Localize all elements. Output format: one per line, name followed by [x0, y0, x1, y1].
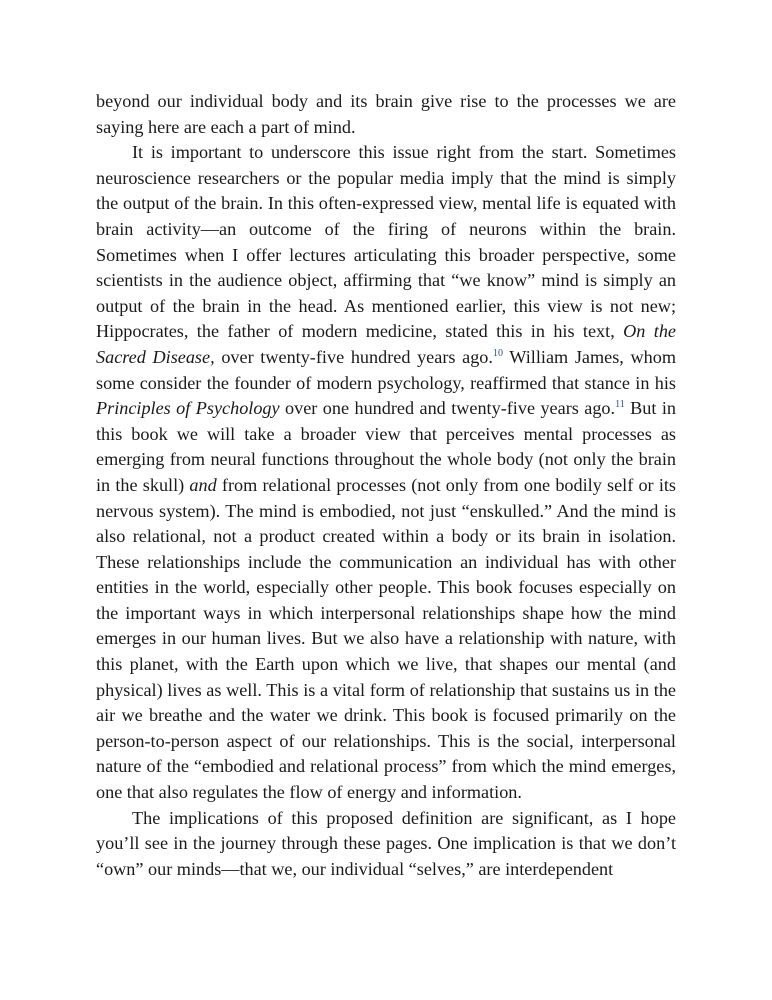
emphasis-italic: and	[189, 474, 217, 495]
book-title-italic: Principles of Psychology	[96, 398, 280, 419]
footnote-ref-10[interactable]: 10	[492, 347, 503, 359]
book-page-body	[96, 89, 676, 882]
paragraph-text: It is important to underscore this issue right from the start. Sometimes neuroscience researchers or the popular media imply that the mind is simply the output of the brain. In this often-expressed view, mental life is equated with brain activity—an outcome of the firing of neurons within the brain. Sometimes when I offer lectures articulating this broader perspective, some scientists in the audience object, affirming that “we know” mind is simply an output of the brain in the head. As mentioned earlier, this view is not new; Hippocrates, the father of modern medicine, stated this in his text,	[96, 142, 676, 342]
paragraph-text: over one hundred and twenty-five years ago.	[279, 398, 616, 419]
paragraph-2	[96, 140, 676, 805]
paragraph-1	[96, 89, 676, 140]
paragraph-3	[96, 806, 676, 883]
paragraph-text: The implications of this proposed definition are significant, as I hope you’ll see in the journey through these pages. One implication is that we don’t “own” our minds—that we, our individual “selves,” are interdependent	[96, 807, 676, 879]
paragraph-text: from relational processes (not only from one bodily self or its nervous system). The mind is embodied, not just “enskulled.” And the mind is also relational, not a product created within a body or its brain in isolation. These relationships include the communication an individual has with other entities in the world, especially other people. This book focuses especially on the important ways in which interpersonal relationships shape how the mind emerges in our human lives. But we also have a relationship with nature, with this planet, with the Earth upon which we live, that shapes our mental (and physical) lives as well. This is a vital form of relationship that sustains us in the air we breathe and the water we drink. This book is focused primarily on the person-to-person aspect of our relationships. This is the social, interpersonal nature of the “embodied and relational process” from which the mind emerges, one that also regulates the flow of energy and information.	[96, 474, 677, 803]
footnote-ref-11[interactable]: 11	[615, 399, 625, 411]
paragraph-text: But in this book we will take a broader view that perceives mental processes as emerging from neural functions throughout the whole body (not only the brain in the skull)	[96, 398, 676, 495]
paragraph-text: over twenty-five hundred years ago.	[214, 346, 493, 367]
paragraph-text: beyond our individual body and its brain give rise to the processes we are saying here are each a part of mind.	[96, 91, 676, 137]
paragraph-text: William James, whom some consider the founder of modern psychology, reaffirmed that stance in his	[96, 346, 676, 393]
book-title-italic: On the Sacred Disease,	[96, 321, 676, 367]
